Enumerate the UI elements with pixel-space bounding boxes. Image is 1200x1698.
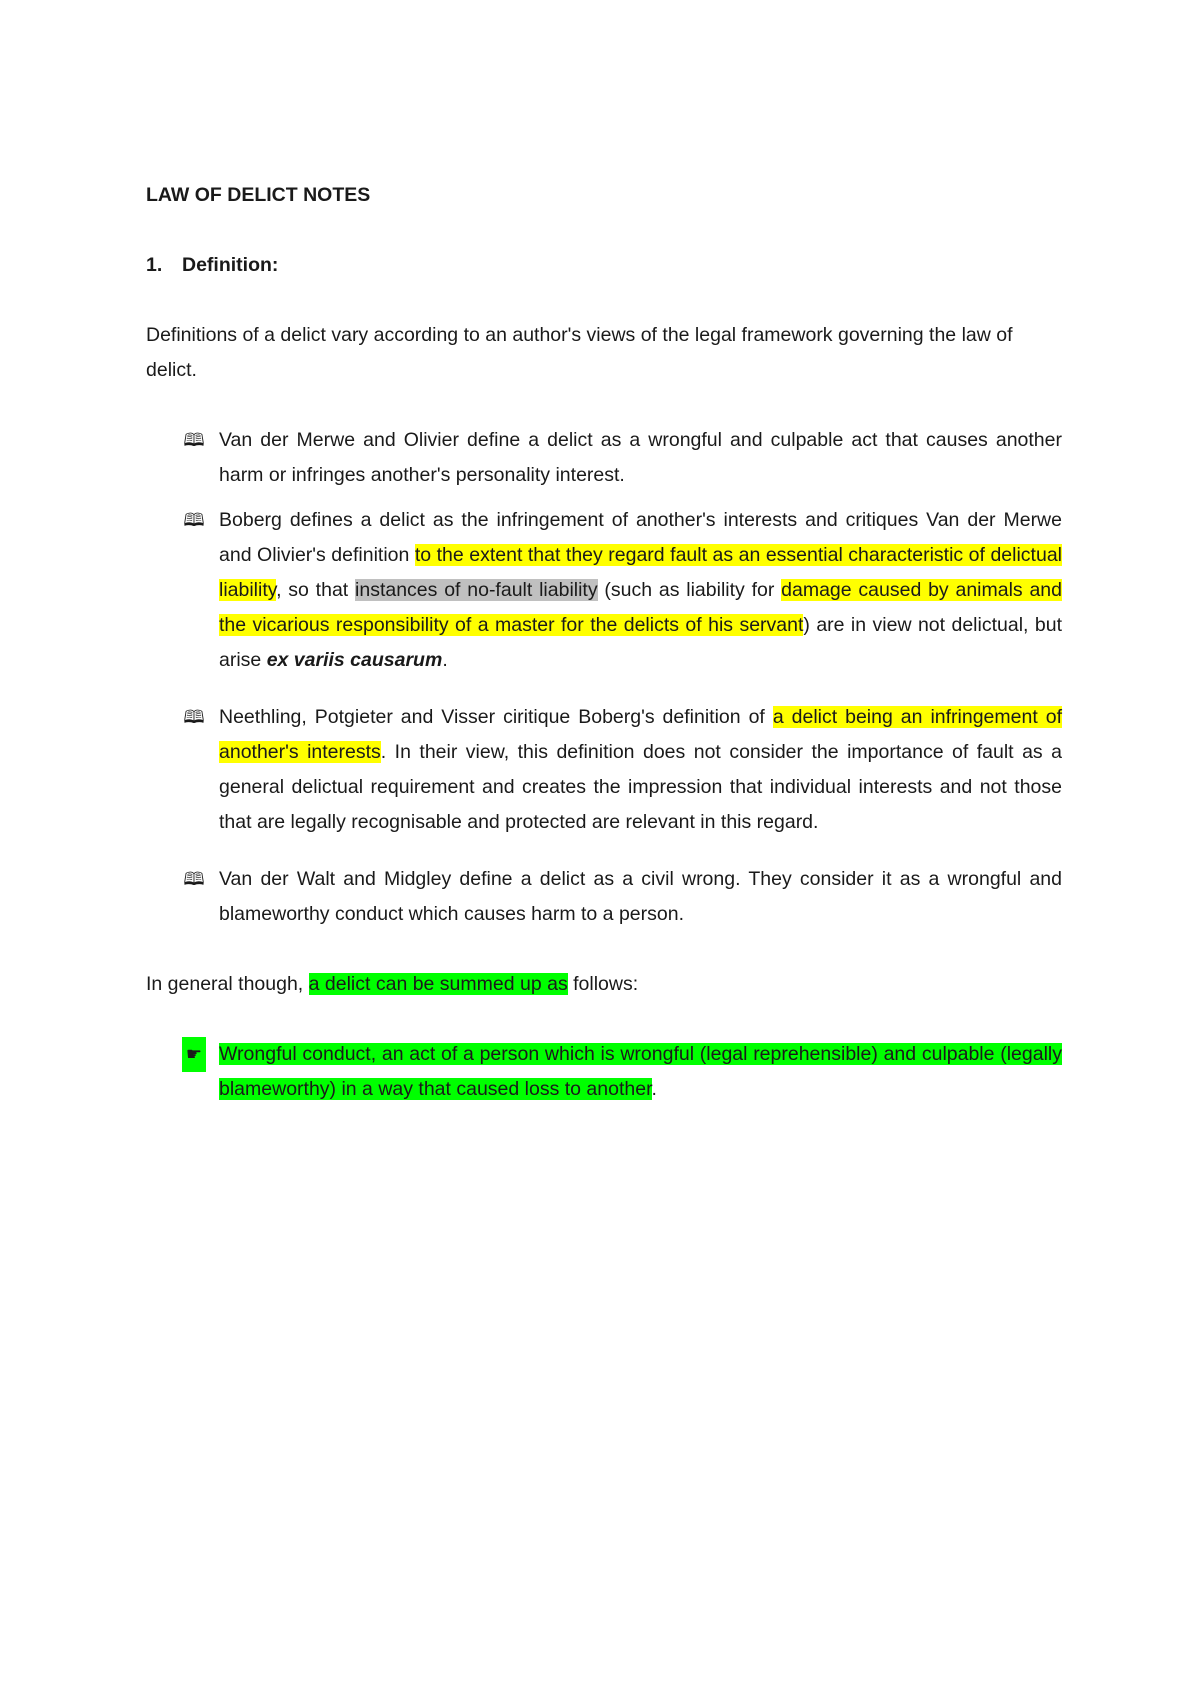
summary-text: follows: — [567, 973, 639, 995]
section-heading — [146, 248, 1062, 283]
book-icon: 🕮 — [183, 510, 205, 530]
bullet-text: . — [651, 1078, 657, 1100]
bullet-text: Boberg defines a delict as the infringement of another's interests and critiques Van der Merwe and Olivier's definition — [219, 509, 1062, 566]
bullet-text: Van der Walt and Midgley define a delict as a civil wrong. They consider it as a wrongful and blameworthy conduct which causes harm to a person. — [219, 868, 1062, 925]
highlighted-text: damage caused by animals and the vicarious responsibility of a master for the delicts of his servant — [219, 579, 1062, 636]
list-item — [146, 503, 1062, 678]
summary-paragraph — [146, 967, 1062, 1002]
latin-phrase: ex variis causarum — [266, 649, 443, 671]
book-icon: 🕮 — [183, 430, 205, 450]
list-item — [146, 700, 1062, 840]
bullet-text: . — [442, 649, 448, 671]
highlighted-text: to the extent that they regard fault as an essential characteristic of delictual liability — [219, 544, 1062, 601]
bullet-text: ) are in view not delictual, but arise — [219, 614, 1062, 671]
pointing-hand-icon: ☛ — [182, 1037, 206, 1072]
list-item — [146, 862, 1062, 932]
book-icon: 🕮 — [183, 869, 205, 889]
definitions-list — [146, 423, 1062, 932]
section-title: Definition: — [182, 254, 279, 276]
document-title: LAW OF DELICT NOTES — [146, 184, 371, 206]
summary-list — [146, 1037, 1062, 1107]
document-body — [146, 178, 1062, 1107]
bullet-text: (such as liability for — [597, 579, 782, 601]
list-item — [146, 1037, 1062, 1107]
bullet-text: Neethling, Potgieter and Visser ciritique Boberg's definition of — [219, 706, 773, 728]
section-number: 1. — [146, 254, 163, 276]
bullet-text: . In their view, this definition does not consider the importance of fault as a general delictual requirement and creates the impression that individual interests and not those that are legally recognisable and protected are relevant in this regard. — [219, 741, 1062, 833]
book-icon: 🕮 — [183, 707, 205, 727]
intro-paragraph: Definitions of a delict vary according to an author's views of the legal framework governing the law of delict. — [146, 324, 1013, 381]
bullet-text: , so that — [276, 579, 356, 601]
highlighted-text: Wrongful conduct, an act of a person which is wrongful (legal reprehensible) and culpable (legally blameworthy) in a way that caused loss to another — [219, 1043, 1062, 1100]
highlighted-text: a delict can be summed up as — [308, 973, 568, 995]
highlighted-text: instances of no-fault liability — [355, 579, 598, 601]
bullet-text: Van der Merwe and Olivier define a delict as a wrongful and culpable act that causes another harm or infringes another's personality interest. — [219, 429, 1062, 486]
highlighted-text: a delict being an infringement of another's interests — [219, 706, 1062, 763]
summary-text: In general though, — [146, 973, 309, 995]
list-item — [146, 423, 1062, 493]
